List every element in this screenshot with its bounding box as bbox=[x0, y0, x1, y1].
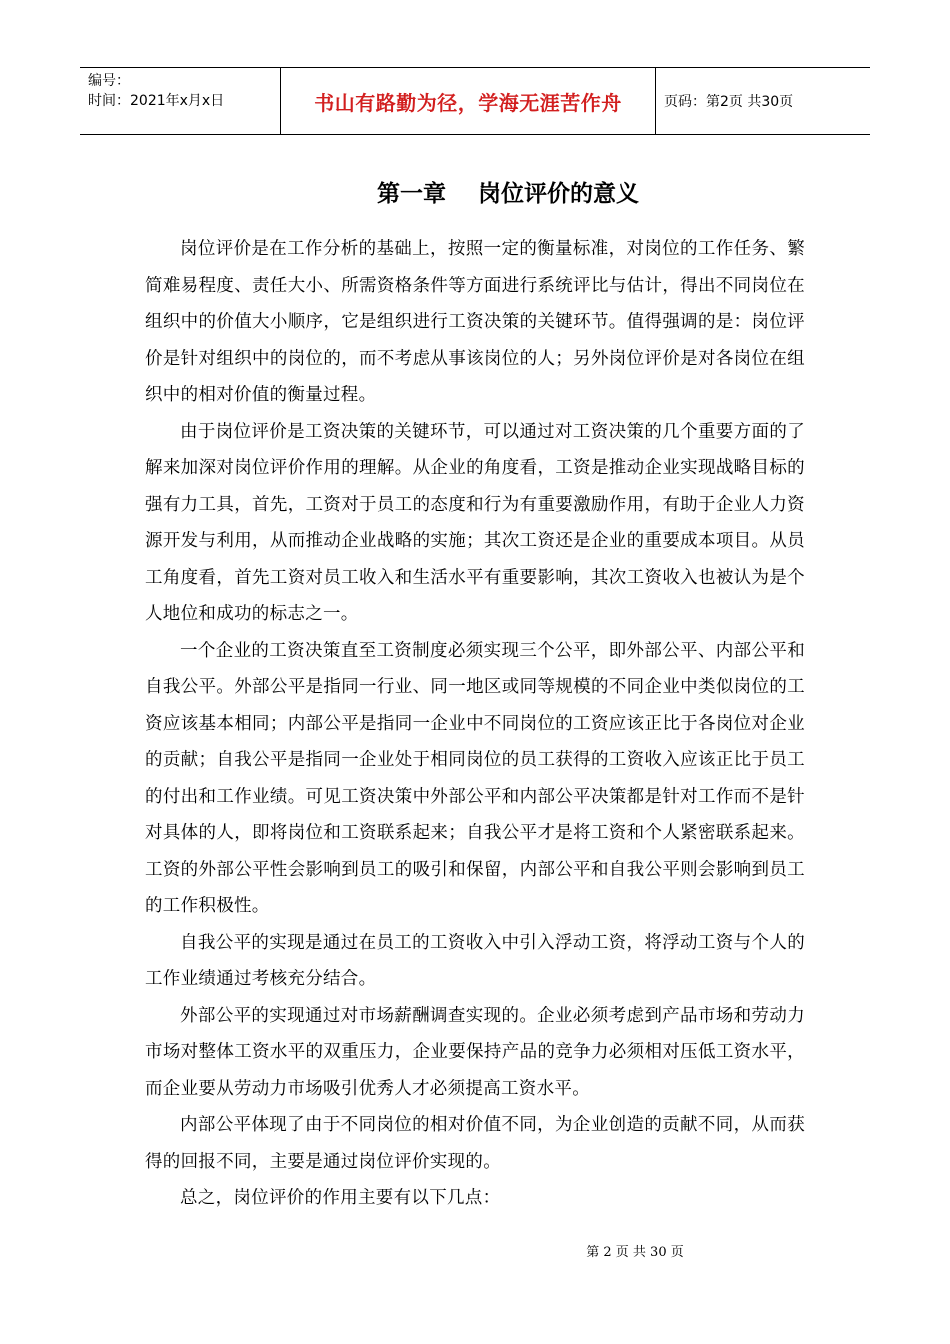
header-motto: 书山有路勤为径，学海无涯苦作舟 bbox=[280, 68, 656, 134]
paragraph: 总之，岗位评价的作用主要有以下几点： bbox=[180, 1188, 501, 1208]
time-label: 时间：2021年x月x日 bbox=[88, 93, 225, 109]
document-header bbox=[80, 67, 870, 135]
document-body bbox=[145, 231, 805, 1217]
paragraph: 内部公平体现了由于不同岗位的相对价值不同，为企业创造的贡献不同，从而获得的回报不同，主要是通过岗位评价实现的。 bbox=[145, 1115, 805, 1172]
paragraph: 由于岗位评价是工资决策的关键环节，可以通过对工资决策的几个重要方面的了解来加深对岗位评价作用的理解。从企业的角度看，工资是推动企业实现战略目标的强有力工具，首先，工资对于员工的态度和行为有重要激励作用，有助于企业人力资源开发与利用，从而推动企业战略的实施；其次工资还是企业的重要成本项目。从员工角度看，首先工资对员工收入和生活水平有重要影响，其次工资收入也被认为是个人地位和成功的标志之一。 bbox=[145, 421, 805, 624]
page-footer: 第 2 页 共 30 页 bbox=[586, 1245, 684, 1260]
paragraph: 岗位评价是在工作分析的基础上，按照一定的衡量标准，对岗位的工作任务、繁简难易程度、责任大小、所需资格条件等方面进行系统评比与估计，得出不同岗位在组织中的价值大小顺序，它是组织进行工资决策的关键环节。值得强调的是：岗位评价是针对组织中的岗位的，而不考虑从事该岗位的人；另外岗位评价是对各岗位在组织中的相对价值的衡量过程。 bbox=[145, 239, 805, 405]
number-label: 编号： bbox=[88, 73, 130, 89]
header-meta bbox=[80, 68, 280, 134]
chapter-title: 第一章 岗位评价的意义 bbox=[376, 181, 640, 207]
paragraph: 一个企业的工资决策直至工资制度必须实现三个公平，即外部公平、内部公平和自我公平。外部公平是指同一行业、同一地区或同等规模的不同企业中类似岗位的工资应该基本相同；内部公平是指同一企业中不同岗位的工资应该正比于各岗位对企业的贡献；自我公平是指同一企业处于相同岗位的员工获得的工资收入应该正比于员工的付出和工作业绩。可见工资决策中外部公平和内部公平决策都是针对工作而不是针对具体的人，即将岗位和工资联系起来；自我公平才是将工资和个人紧密联系起来。工资的外部公平性会影响到员工的吸引和保留，内部公平和自我公平则会影响到员工的工作积极性。 bbox=[145, 640, 805, 916]
header-page-code: 页码：第2页 共30页 bbox=[664, 94, 794, 110]
paragraph: 自我公平的实现是通过在员工的工资收入中引入浮动工资，将浮动工资与个人的工作业绩通过考核充分结合。 bbox=[145, 932, 805, 989]
paragraph: 外部公平的实现通过对市场薪酬调查实现的。企业必须考虑到产品市场和劳动力市场对整体工资水平的双重压力，企业要保持产品的竞争力必须相对压低工资水平，而企业要从劳动力市场吸引优秀人才必须提高工资水平。 bbox=[145, 1005, 805, 1099]
